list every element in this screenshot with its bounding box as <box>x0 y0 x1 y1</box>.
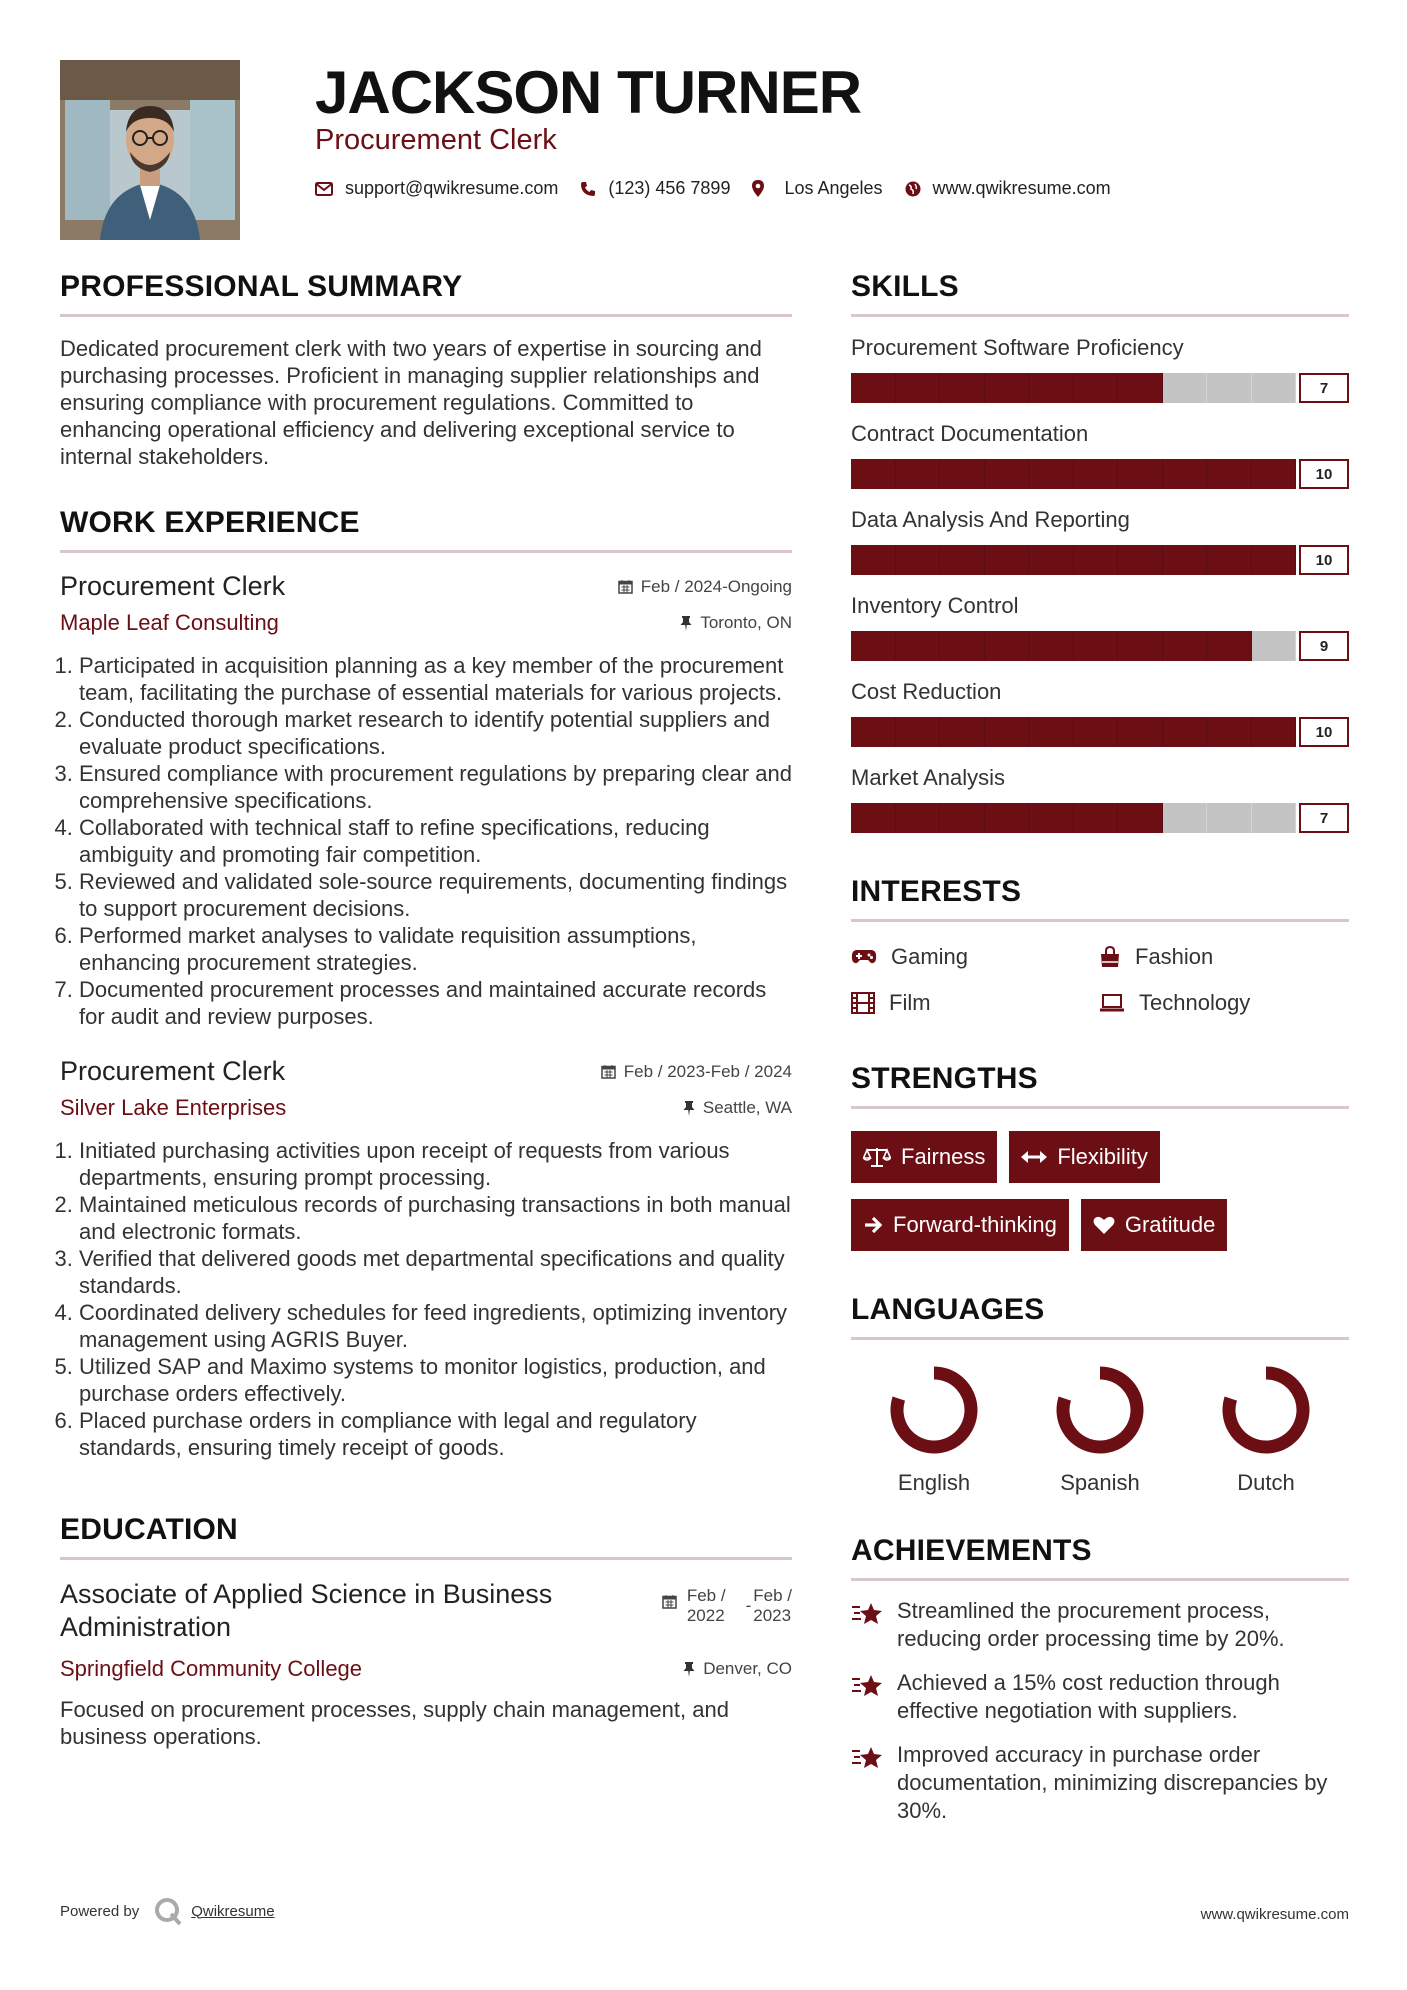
skill-bar-segment <box>1029 373 1074 403</box>
strength-badge: Flexibility <box>1009 1131 1159 1183</box>
job-title: Procurement Clerk <box>60 1056 286 1086</box>
job-bullets <box>60 1137 792 1461</box>
skill-bar-segment <box>985 631 1030 661</box>
summary-text: Dedicated procurement clerk with two years of expertise in sourcing and purchasing processes. Proficient in managing supplier relationships and ensuring compliance with procurement regulations. Committed to enhancing operational efficiency and delivering exceptional service to internal stakeholders. <box>60 336 762 469</box>
skill-bar <box>851 631 1349 661</box>
skill-bar-segment <box>896 717 941 747</box>
strengths-heading: STRENGTHS <box>851 1062 1349 1109</box>
languages-heading: LANGUAGES <box>851 1293 1349 1340</box>
job-entry <box>60 571 792 1030</box>
language-ring-arc <box>897 1373 971 1447</box>
candidate-title: Procurement Clerk <box>315 124 557 156</box>
language-proficiency-ring <box>1054 1364 1146 1456</box>
scale-icon <box>863 1146 891 1168</box>
skill-level-label: 7 <box>1299 803 1349 833</box>
profile-photo <box>60 60 240 240</box>
skill-bar-segment <box>1118 717 1163 747</box>
qwikresume-logo-icon <box>153 1896 183 1926</box>
laptop-icon <box>1099 994 1125 1012</box>
skill-bar-segment <box>1163 373 1208 403</box>
language-name: Dutch <box>1237 1470 1295 1495</box>
skill-bar-segment <box>940 373 985 403</box>
skill-bar-segment <box>896 373 941 403</box>
skill-bar-segment <box>1029 803 1074 833</box>
skill-bar-segment <box>1029 545 1074 575</box>
skill-bar-segment <box>851 373 896 403</box>
brand-link[interactable]: Qwikresume <box>191 1902 275 1920</box>
skill-bar-segment <box>851 631 896 661</box>
list-item: 3. Verified that delivered goods met departmental specifications and quality standards. <box>79 1245 792 1299</box>
location-text: Los Angeles <box>784 178 883 198</box>
website-text: www.qwikresume.com <box>932 178 1111 198</box>
skills-heading: SKILLS <box>851 270 1349 317</box>
skill-bar-segment <box>1252 803 1297 833</box>
left-column <box>60 270 792 1750</box>
job-title: Procurement Clerk <box>60 571 286 601</box>
skill-bar-segment <box>985 373 1030 403</box>
language-item <box>1183 1364 1349 1496</box>
skill-bar-segment <box>1029 459 1074 489</box>
language-item <box>1017 1364 1183 1496</box>
skill-bar-segment <box>1207 545 1252 575</box>
skill-name: Contract Documentation <box>851 421 1089 446</box>
email-text: support@qwikresume.com <box>345 178 559 198</box>
map-pin-icon <box>752 180 764 197</box>
education-section <box>60 1513 792 1750</box>
list-item: 1. Initiated purchasing activities upon receipt of requests from various departments, ensuring prompt processing. <box>79 1137 792 1191</box>
achievements-heading: ACHIEVEMENTS <box>851 1534 1349 1581</box>
interests-section <box>851 875 1349 1016</box>
shopping-bag-icon <box>1099 946 1121 968</box>
skill-item <box>851 765 1349 833</box>
interests-heading: INTERESTS <box>851 875 1349 922</box>
skill-name: Procurement Software Proficiency <box>851 335 1184 360</box>
skill-bar-segment <box>1207 459 1252 489</box>
powered-by-text: Powered by <box>60 1902 140 1920</box>
contact-bar <box>315 178 1133 199</box>
strength-badge: Gratitude <box>1081 1199 1228 1251</box>
skill-bar-segment <box>985 545 1030 575</box>
skill-name: Market Analysis <box>851 765 1006 790</box>
job-company: Silver Lake Enterprises <box>60 1095 287 1120</box>
skill-item <box>851 421 1349 489</box>
skill-bar-segment <box>1163 631 1208 661</box>
education-location: Denver, CO <box>683 1659 792 1679</box>
skill-bar-segment <box>1252 631 1297 661</box>
education-dates: Feb / 2022 - Feb / 2023 <box>662 1586 792 1626</box>
shooting-star-icon <box>851 1599 885 1627</box>
summary-heading: PROFESSIONAL SUMMARY <box>60 270 792 317</box>
list-item: 7. Documented procurement processes and maintained accurate records for audit and review purposes. <box>79 976 792 1030</box>
job-location: Seattle, WA <box>683 1098 792 1118</box>
list-item: 5. Reviewed and validated sole-source requirements, documenting findings to support procurement decisions. <box>79 868 792 922</box>
gamepad-icon <box>851 949 877 965</box>
skill-bar-segment <box>1118 631 1163 661</box>
achievement-item: Improved accuracy in purchase order documentation, minimizing discrepancies by 30%. <box>851 1741 1349 1825</box>
job-dates: Feb / 2024-Ongoing <box>618 577 792 597</box>
skill-bar-segment <box>851 459 896 489</box>
skill-bar-segment <box>1118 803 1163 833</box>
skills-section <box>851 270 1349 833</box>
skill-bar-segment <box>1163 459 1208 489</box>
achievements-section <box>851 1534 1349 1825</box>
strength-badge: Forward-thinking <box>851 1199 1069 1251</box>
skill-bar-segment <box>1118 545 1163 575</box>
skill-item <box>851 593 1349 661</box>
skill-bar-segment <box>1118 459 1163 489</box>
skill-item <box>851 335 1349 403</box>
language-ring-arc <box>1063 1373 1137 1447</box>
calendar-icon <box>662 1594 677 1609</box>
skill-bar-segment <box>896 459 941 489</box>
list-item: 6. Performed market analyses to validate requisition assumptions, enhancing procurement strategies. <box>79 922 792 976</box>
pushpin-icon <box>680 616 692 631</box>
experience-heading: WORK EXPERIENCE <box>60 506 792 553</box>
list-item: 4. Coordinated delivery schedules for feed ingredients, optimizing inventory management using AGRIS Buyer. <box>79 1299 792 1353</box>
skill-bar-segment <box>851 545 896 575</box>
skill-bar-segment <box>1074 803 1119 833</box>
degree-title: Associate of Applied Science in Business Administration <box>60 1579 553 1642</box>
shooting-star-icon <box>851 1743 885 1771</box>
languages-section <box>851 1293 1349 1496</box>
footer-powered-by <box>60 1896 275 1926</box>
skill-name: Cost Reduction <box>851 679 1002 704</box>
list-item: 2. Maintained meticulous records of purchasing transactions in both manual and electronic formats. <box>79 1191 792 1245</box>
skill-bar-segment <box>851 717 896 747</box>
skill-bar-segment <box>985 459 1030 489</box>
list-item: 6. Placed purchase orders in compliance with legal and regulatory standards, ensuring timely receipt of goods. <box>79 1407 792 1461</box>
skill-bar <box>851 545 1349 575</box>
right-column <box>851 270 1349 1825</box>
skill-bar <box>851 373 1349 403</box>
list-item: 1. Participated in acquisition planning as a key member of the procurement team, facilitating the purchase of essential materials for various projects. <box>79 652 792 706</box>
skill-bar-segment <box>1074 631 1119 661</box>
skill-bar <box>851 803 1349 833</box>
skill-bar-segment <box>1207 631 1252 661</box>
interest-item: Gaming <box>851 944 1099 970</box>
strength-badge: Fairness <box>851 1131 997 1183</box>
list-item: 3. Ensured compliance with procurement regulations by preparing clear and comprehensive specifications. <box>79 760 792 814</box>
language-proficiency-ring <box>888 1364 980 1456</box>
contact-location <box>752 178 882 199</box>
skill-level-label: 10 <box>1299 717 1349 747</box>
skill-bar-segment <box>1252 459 1297 489</box>
language-item <box>851 1364 1017 1496</box>
education-heading: EDUCATION <box>60 1513 792 1560</box>
school-name: Springfield Community College <box>60 1656 363 1681</box>
calendar-icon <box>618 579 633 594</box>
envelope-icon <box>315 182 333 196</box>
skill-bar-segment <box>1252 717 1297 747</box>
skill-bar-segment <box>940 717 985 747</box>
job-company: Maple Leaf Consulting <box>60 610 279 635</box>
skill-bar-segment <box>940 545 985 575</box>
calendar-icon <box>601 1064 616 1079</box>
globe-icon <box>905 181 921 197</box>
language-name: English <box>897 1470 971 1495</box>
skill-bar-segment <box>1029 631 1074 661</box>
achievement-item: Streamlined the procurement process, reducing order processing time by 20%. <box>851 1597 1349 1653</box>
achievement-item: Achieved a 15% cost reduction through effective negotiation with suppliers. <box>851 1669 1349 1725</box>
list-item: 5. Utilized SAP and Maximo systems to monitor logistics, production, and purchase orders effectively. <box>79 1353 792 1407</box>
skill-bar-segment <box>896 545 941 575</box>
skill-bar-segment <box>1207 803 1252 833</box>
heart-icon <box>1093 1215 1115 1235</box>
skill-bar-segment <box>1207 717 1252 747</box>
skill-bar-segment <box>1074 545 1119 575</box>
language-name: Spanish <box>1060 1470 1140 1495</box>
skill-bar-segment <box>1029 717 1074 747</box>
skill-bar-segment <box>940 459 985 489</box>
strengths-section <box>851 1062 1349 1267</box>
skill-bar-segment <box>1163 545 1208 575</box>
list-item: 4. Collaborated with technical staff to refine specifications, reducing ambiguity and promoting fair competition. <box>79 814 792 868</box>
skill-bar-segment <box>1074 373 1119 403</box>
skill-bar-segment <box>1118 373 1163 403</box>
footer-url[interactable]: www.qwikresume.com <box>1200 1906 1349 1923</box>
skill-bar-segment <box>1207 373 1252 403</box>
experience-section <box>60 506 792 1461</box>
skill-bar-segment <box>1252 545 1297 575</box>
skill-item <box>851 507 1349 575</box>
skill-bar-segment <box>1252 373 1297 403</box>
skill-bar-segment <box>1163 803 1208 833</box>
skill-bar-segment <box>940 631 985 661</box>
job-location: Toronto, ON <box>680 613 792 633</box>
skill-bar-segment <box>851 803 896 833</box>
skill-level-label: 9 <box>1299 631 1349 661</box>
skill-bar-segment <box>985 803 1030 833</box>
contact-website[interactable] <box>905 178 1111 199</box>
shooting-star-icon <box>851 1671 885 1699</box>
skill-bar-segment <box>1163 717 1208 747</box>
skill-name: Inventory Control <box>851 593 1019 618</box>
list-item: 2. Conducted thorough market research to identify potential suppliers and evaluate product specifications. <box>79 706 792 760</box>
education-description: Focused on procurement processes, supply chain management, and business operations. <box>60 1697 729 1749</box>
skill-bar-segment <box>940 803 985 833</box>
skill-name: Data Analysis And Reporting <box>851 507 1130 532</box>
job-dates: Feb / 2023-Feb / 2024 <box>601 1062 792 1082</box>
arrows-horizontal-icon <box>1021 1150 1047 1164</box>
arrow-right-icon <box>863 1215 883 1235</box>
contact-email[interactable] <box>315 178 558 199</box>
contact-phone[interactable] <box>580 178 730 199</box>
interest-item: Film <box>851 990 1099 1016</box>
interest-item: Technology <box>1099 990 1347 1016</box>
skill-level-label: 7 <box>1299 373 1349 403</box>
summary-section <box>60 270 792 470</box>
job-bullets <box>60 652 792 1030</box>
skill-bar-segment <box>985 717 1030 747</box>
skill-level-label: 10 <box>1299 459 1349 489</box>
skill-level-label: 10 <box>1299 545 1349 575</box>
skill-bar <box>851 717 1349 747</box>
skill-item <box>851 679 1349 747</box>
film-icon <box>851 992 875 1014</box>
pushpin-icon <box>683 1101 695 1116</box>
language-ring-arc <box>1229 1373 1303 1447</box>
skill-bar-segment <box>1074 717 1119 747</box>
skill-bar-segment <box>1074 459 1119 489</box>
skill-bar <box>851 459 1349 489</box>
interest-item: Fashion <box>1099 944 1347 970</box>
phone-icon <box>580 181 596 197</box>
phone-text: (123) 456 7899 <box>608 178 731 198</box>
skill-bar-segment <box>896 631 941 661</box>
language-proficiency-ring <box>1220 1364 1312 1456</box>
skill-bar-segment <box>896 803 941 833</box>
pushpin-icon <box>683 1662 695 1677</box>
job-entry <box>60 1056 792 1461</box>
candidate-name: JACKSON TURNER <box>315 59 862 126</box>
